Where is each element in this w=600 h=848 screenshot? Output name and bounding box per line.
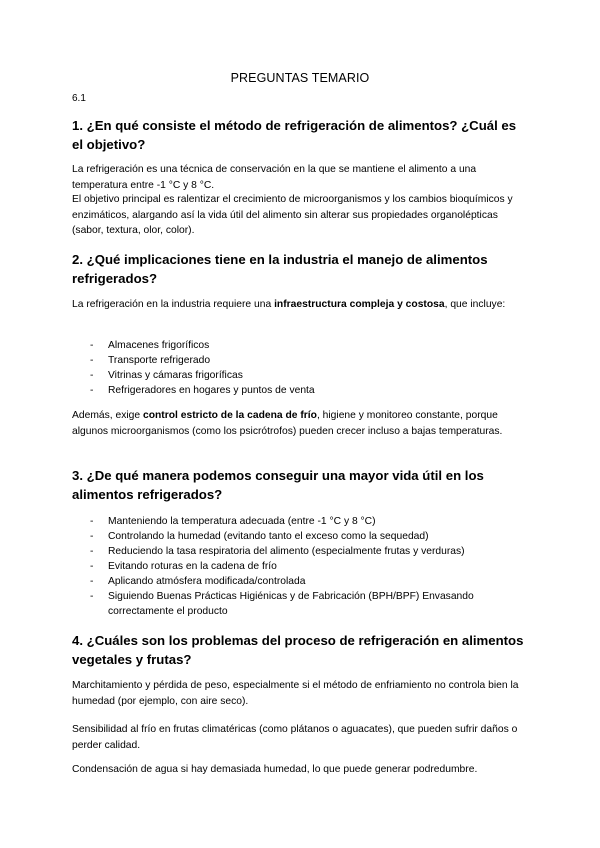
list-item: - Almacenes frigoríficos <box>72 338 532 353</box>
question-3-heading: 3. ¿De qué manera podemos conseguir una mayor vida útil en los alimentos refrigerados? <box>72 468 484 502</box>
question-2-intro-emphasis: infraestructura compleja y costosa <box>274 299 445 310</box>
question-2-outro-emphasis: control estricto de la cadena de frío <box>142 410 317 421</box>
question-4-paragraph-2: Sensibilidad al frío en frutas climatéricas (como plátanos o aguacates), que pueden sufrir daños o perder calidad. <box>72 724 518 751</box>
list-item: - Vitrinas y cámaras frigoríficas <box>72 368 532 383</box>
question-1-paragraph-1: La refrigeración es una técnica de conservación en la que se mantiene el alimento a una temperatura entre -1 °C y 8 °C. <box>72 164 477 191</box>
question-2-intro-text: La refrigeración en la industria requiere una <box>72 299 275 310</box>
list-item: - Transporte refrigerado <box>72 353 532 368</box>
question-2-list <box>72 338 532 398</box>
question-2-outro <box>72 408 532 439</box>
question-2-intro-text-end: , que incluye: <box>444 299 506 310</box>
list-item: - Reduciendo la tasa respiratoria del alimento (especialmente frutas y verduras) <box>72 544 512 559</box>
list-item: - Refrigeradores en hogares y puntos de venta <box>72 383 532 398</box>
question-3-list <box>72 514 512 619</box>
question-2-heading: 2. ¿Qué implicaciones tiene en la industria el manejo de alimentos refrigerados? <box>72 252 488 286</box>
list-item: - Controlando la humedad (evitando tanto el exceso como la sequedad) <box>72 529 512 544</box>
section-number: 6.1 <box>72 93 86 104</box>
question-2-outro-text: Además, exige <box>72 410 143 421</box>
list-item: - Manteniendo la temperatura adecuada (entre -1 °C y 8 °C) <box>72 514 512 529</box>
question-4-paragraph-1: Marchitamiento y pérdida de peso, especialmente si el método de enfriamiento no controla bien la humedad (por ejemplo, con aire seco). <box>72 680 519 707</box>
question-4-paragraph-3: Condensación de agua si hay demasiada humedad, lo que puede generar podredumbre. <box>72 764 478 775</box>
question-1-paragraph-2: El objetivo principal es ralentizar el crecimiento de microorganismos y los cambios bioquímicos y enzimáticos, alargando así la vida útil del alimento sin alterar sus propiedades organolépticas (sabor, textura, olor, color). <box>72 194 513 236</box>
list-item: - Evitando roturas en la cadena de frío <box>72 559 512 574</box>
list-item: - Siguiendo Buenas Prácticas Higiénicas y de Fabricación (BPH/BPF) Envasando correctamente el producto <box>72 589 512 619</box>
document-title: PREGUNTAS TEMARIO <box>230 71 370 85</box>
question-1-heading: 1. ¿En qué consiste el método de refrigeración de alimentos? ¿Cuál es el objetivo? <box>72 118 517 152</box>
question-2-outro-text-end: , higiene y monitoreo constante, porque algunos microorganismos (como los psicrótrofos) pueden crecer incluso a bajas temperaturas. <box>72 410 503 437</box>
question-4-heading: 4. ¿Cuáles son los problemas del proceso de refrigeración en alimentos vegetales y frutas? <box>72 633 524 667</box>
question-2-intro <box>72 297 532 313</box>
list-item: - Aplicando atmósfera modificada/controlada <box>72 574 512 589</box>
